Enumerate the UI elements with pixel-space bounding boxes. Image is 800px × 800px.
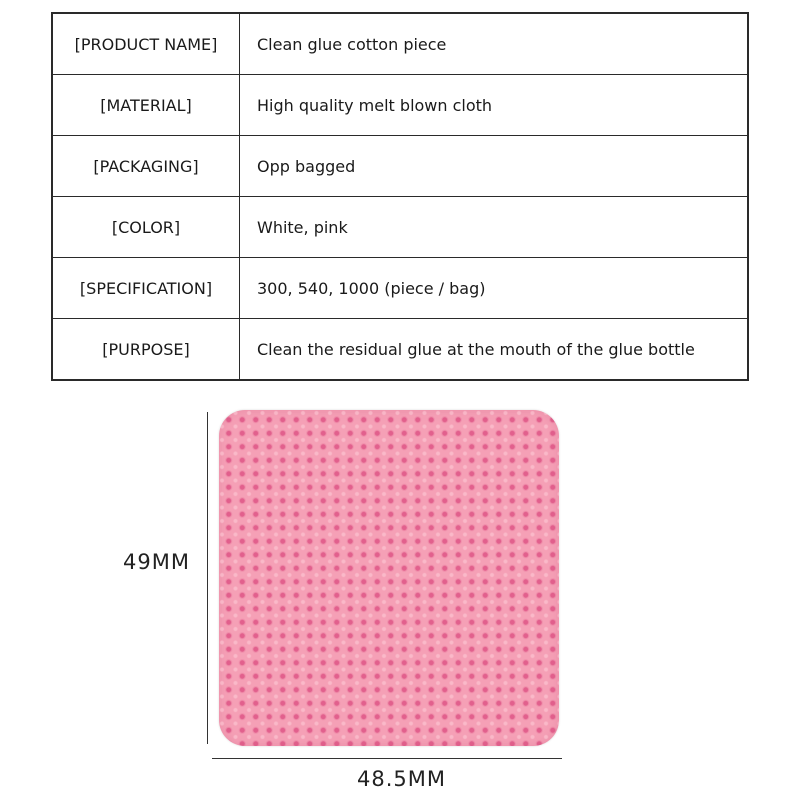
width-dimension-label: 48.5MM <box>357 767 446 791</box>
spec-key: [PACKAGING] <box>52 136 240 197</box>
spec-value: High quality melt blown cloth <box>240 75 749 136</box>
spec-row-specification <box>52 258 748 319</box>
spec-key: [COLOR] <box>52 197 240 258</box>
width-dimension-line <box>212 758 562 759</box>
spec-key: [PURPOSE] <box>52 319 240 381</box>
spec-table <box>51 12 749 381</box>
spec-row-material <box>52 75 748 136</box>
spec-row-packaging <box>52 136 748 197</box>
cotton-pad-image <box>219 410 559 746</box>
spec-value: Clean the residual glue at the mouth of the glue bottle <box>240 319 749 381</box>
spec-key: [SPECIFICATION] <box>52 258 240 319</box>
spec-value: Opp bagged <box>240 136 749 197</box>
spec-row-purpose <box>52 319 748 381</box>
spec-key: [PRODUCT NAME] <box>52 13 240 75</box>
spec-value: Clean glue cotton piece <box>240 13 749 75</box>
height-dimension-line <box>207 412 208 744</box>
height-dimension-label: 49MM <box>123 550 190 574</box>
spec-value: 300, 540, 1000 (piece / bag) <box>240 258 749 319</box>
spec-value: White, pink <box>240 197 749 258</box>
spec-key: [MATERIAL] <box>52 75 240 136</box>
spec-row-product-name <box>52 13 748 75</box>
spec-row-color <box>52 197 748 258</box>
